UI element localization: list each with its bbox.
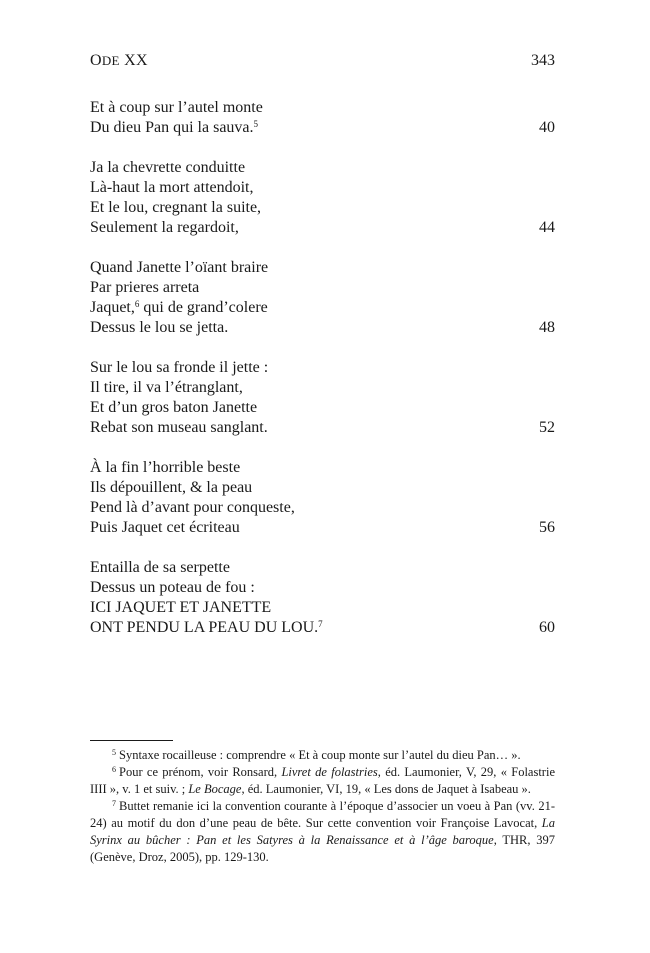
verse-text: qui de grand’colere [139, 299, 268, 316]
verse-line [90, 518, 555, 538]
footnote-text: , éd. Laumonier, V, 29, « Folastrie IIII », v. 1 et suiv. ; [90, 765, 555, 796]
line-number: 40 [539, 119, 555, 136]
verse-line [90, 358, 555, 378]
verse-line [90, 218, 555, 238]
verse-text: Et le lou, cregnant la suite, [90, 199, 262, 216]
footnote-text: Buttet remanie ici la convention courante à l’époque d’associer un voeu à Pan (vv. 21-24) au motif du don d’une peau de bête. Sur cette convention voir Françoise Lavocat, [90, 799, 555, 830]
verse-text: Et d’un gros baton Janette [90, 399, 258, 416]
verse-line [90, 618, 555, 638]
verse-text: Seulement la regardoit, [90, 219, 239, 236]
footnote-ref: 6 [134, 299, 140, 309]
verse-line [90, 378, 555, 398]
verse-text: À la fin l’horrible beste [90, 459, 241, 476]
verse-line [90, 278, 555, 298]
footnote-rule [90, 740, 173, 741]
line-number: 56 [539, 519, 555, 536]
verse-line [90, 318, 555, 338]
verse-line [90, 498, 555, 518]
stanza [90, 558, 555, 638]
footnote-7 [90, 798, 555, 866]
verse-line [90, 558, 555, 578]
stanza [90, 458, 555, 538]
footnote-6 [90, 764, 555, 798]
verse-text: Entailla de sa serpette [90, 559, 230, 576]
verse-text: Quand Janette l’oïant braire [90, 259, 269, 276]
stanza [90, 258, 555, 338]
verse-text: Pend là d’avant pour conqueste, [90, 499, 295, 516]
verse-text: ICI JAQUET ET JANETTE [90, 599, 272, 616]
verse-line [90, 198, 555, 218]
verse-line [90, 398, 555, 418]
verse-line [90, 598, 555, 618]
stanza [90, 358, 555, 438]
footnotes [90, 747, 555, 866]
footnote-text: Pour ce prénom, voir Ronsard, [119, 765, 282, 779]
verse-text: Dessus un poteau de fou : [90, 579, 255, 596]
verse-line [90, 578, 555, 598]
title-initial: O [90, 52, 102, 69]
verse-text: Et à coup sur l’autel monte [90, 99, 263, 116]
verse-line [90, 418, 555, 438]
verse-line [90, 98, 555, 118]
verse-text: ONT PENDU LA PEAU DU LOU. [90, 619, 319, 636]
verse-line [90, 298, 555, 318]
footnote-mark: 6 [112, 765, 116, 774]
footnote-text: , THR, 397 (Genève, Droz, 2005), pp. 129-130. [90, 833, 555, 864]
line-number: 48 [539, 319, 555, 336]
line-number: 52 [539, 419, 555, 436]
verse-text: Là-haut la mort attendoit, [90, 179, 254, 196]
verse-line [90, 478, 555, 498]
running-title [90, 52, 148, 70]
line-number: 44 [539, 219, 555, 236]
running-header [90, 52, 555, 74]
page-number: 343 [531, 52, 555, 69]
stanza [90, 158, 555, 238]
verse-line [90, 158, 555, 178]
verse-line [90, 258, 555, 278]
title-rest: XX [119, 52, 148, 69]
footnote-title: Livret de folastries [281, 765, 378, 779]
verse-line [90, 178, 555, 198]
verse-text: Rebat son museau sanglant. [90, 419, 268, 436]
verse-text: Dessus le lou se jetta. [90, 319, 229, 336]
title-smallcaps: DE [101, 53, 120, 68]
footnote-ref: 7 [318, 619, 323, 629]
footnote-5 [90, 747, 555, 764]
verse-text: Jaquet, [90, 299, 135, 316]
verse-line [90, 458, 555, 478]
footnote-title: Le Bocage [188, 782, 242, 796]
verse-text: Il tire, il va l’étranglant, [90, 379, 243, 396]
verse-text: Ja la chevrette conduitte [90, 159, 246, 176]
line-number: 60 [539, 619, 555, 636]
verse-text: Ils dépouillent, & la peau [90, 479, 253, 496]
verse-text: Sur le lou sa fronde il jette : [90, 359, 269, 376]
verse-line [90, 118, 555, 138]
footnote-mark: 5 [112, 748, 116, 757]
footnote-text: Syntaxe rocailleuse : comprendre « Et à coup monte sur l’autel du dieu Pan… ». [119, 748, 521, 762]
poem [90, 98, 555, 658]
verse-text: Du dieu Pan qui la sauva. [90, 119, 254, 136]
stanza [90, 98, 555, 138]
footnote-text: , éd. Laumonier, VI, 19, « Les dons de Jaquet à Isabeau ». [241, 782, 531, 796]
footnote-ref: 5 [253, 119, 259, 129]
footnote-mark: 7 [112, 799, 116, 808]
verse-text: Puis Jaquet cet écriteau [90, 519, 240, 536]
footnote-title: La Syrinx au bûcher : Pan et les Satyres à la Renaissance et à l’âge baroque [90, 816, 555, 847]
verse-text: Par prieres arreta [90, 279, 200, 296]
